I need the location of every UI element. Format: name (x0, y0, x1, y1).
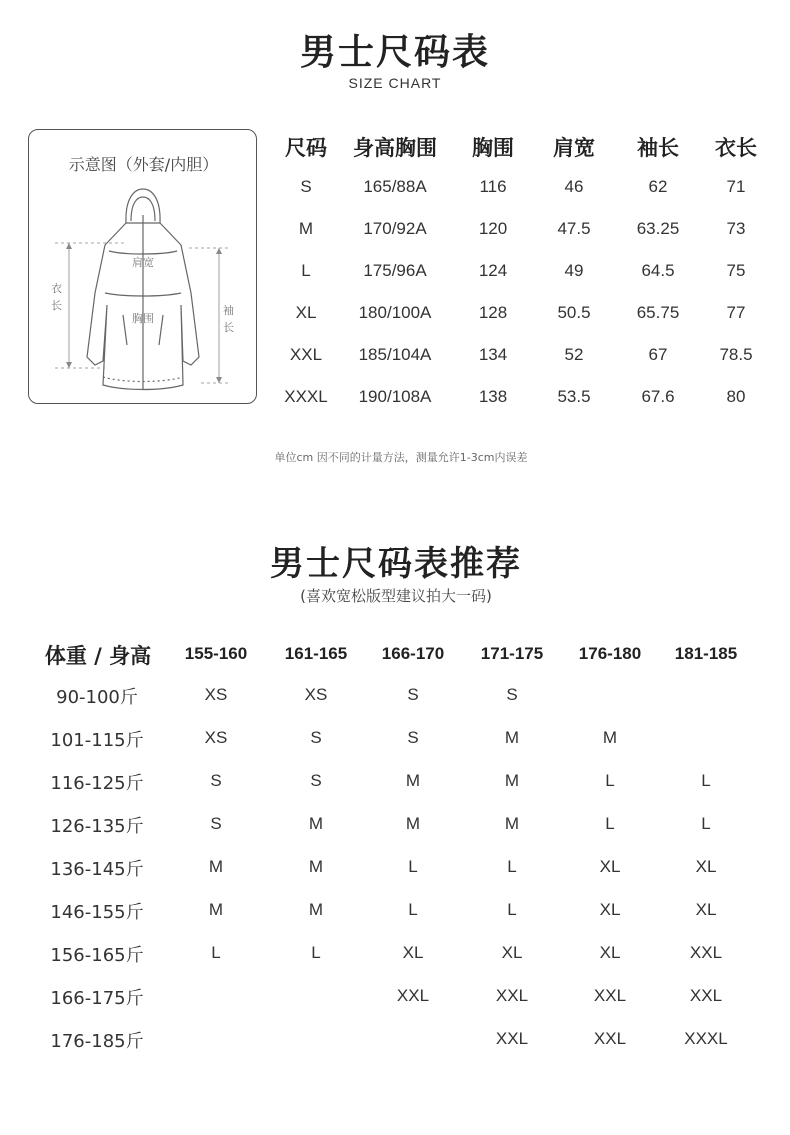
size-cell: 170/92A (363, 219, 427, 238)
recommended-size-cell: M (405, 771, 421, 790)
shoulder-header: 肩宽 (553, 136, 595, 160)
size-cell: 116 (479, 177, 507, 196)
height-range-header: 181-185 (674, 644, 738, 663)
recommended-size-cell: S (407, 728, 419, 747)
recommended-size-cell: M (504, 814, 520, 833)
recommended-size-cell: XL (599, 900, 621, 919)
size-cell: 65.75 (636, 303, 680, 322)
size-chart-title: 男士尺码表 (299, 32, 490, 73)
jacket-diagram-panel (28, 129, 257, 404)
recommended-size-cell: M (208, 900, 224, 919)
weight-range-label: 146-155斤 (50, 902, 144, 923)
recommended-size-cell: XXL (495, 1029, 529, 1048)
shoulder-label: 肩宽 (132, 256, 154, 269)
size-cell: 138 (478, 387, 508, 406)
recommendation-subtitle: (喜欢宽松版型建议拍大一码) (300, 587, 492, 605)
size-chart-subtitle: SIZE CHART (348, 75, 442, 91)
recommendation-title: 男士尺码表推荐 (270, 544, 522, 584)
size-cell: 124 (478, 261, 508, 280)
size-cell: 165/88A (363, 177, 427, 196)
recommended-size-cell: M (405, 814, 421, 833)
recommended-size-cell: M (308, 900, 324, 919)
size-cell: 46 (564, 177, 584, 196)
sleeve-label: 袖长 (223, 304, 234, 334)
size-cell: 175/96A (363, 261, 427, 280)
size-cell: 50.5 (557, 303, 591, 322)
recommended-size-cell: L (311, 943, 321, 962)
length-header: 衣长 (715, 136, 757, 160)
size-cell: 53.5 (557, 387, 591, 406)
jacket-illustration (29, 185, 258, 400)
height-chest-header: 身高胸围 (353, 136, 437, 160)
size-cell: S (300, 177, 312, 196)
weight-range-label: 90-100斤 (56, 687, 138, 708)
size-cell: 185/104A (358, 345, 432, 364)
size-cell: 67 (648, 345, 668, 364)
recommended-size-cell: L (408, 857, 418, 876)
recommended-size-cell: M (208, 857, 224, 876)
recommended-size-cell: L (605, 771, 615, 790)
size-cell: XXL (289, 345, 323, 364)
sleeve-header: 袖长 (637, 136, 679, 160)
recommended-size-cell: L (605, 814, 615, 833)
recommended-size-cell: L (701, 814, 711, 833)
recommended-size-cell: M (602, 728, 618, 747)
size-cell: 71 (726, 177, 746, 196)
diagram-caption: 示意图（外套/内胆） (68, 155, 219, 174)
size-cell: 75 (726, 261, 746, 280)
recommended-size-cell: XL (695, 900, 717, 919)
recommended-size-cell: XXL (689, 986, 723, 1005)
recommended-size-cell: XXXL (684, 1029, 728, 1048)
size-cell: L (301, 261, 311, 280)
recommended-size-cell: XXL (689, 943, 723, 962)
height-range-header: 171-175 (480, 644, 544, 663)
recommended-size-cell: XL (695, 857, 717, 876)
size-cell: 78.5 (719, 345, 753, 364)
weight-range-label: 156-165斤 (50, 945, 144, 966)
recommended-size-cell: XXL (593, 986, 627, 1005)
size-cell: 47.5 (557, 219, 591, 238)
recommended-size-cell: XS (204, 728, 228, 747)
recommended-size-cell: S (310, 728, 322, 747)
weight-range-label: 136-145斤 (50, 859, 144, 880)
size-cell: 64.5 (641, 261, 675, 280)
recommended-size-cell: L (507, 857, 517, 876)
recommended-size-cell: M (504, 728, 520, 747)
size-cell: 80 (726, 387, 746, 406)
recommended-size-cell: XXL (396, 986, 430, 1005)
recommended-size-cell: M (308, 857, 324, 876)
recommended-size-cell: XXL (495, 986, 529, 1005)
size-cell: 128 (478, 303, 508, 322)
size-cell: 73 (726, 219, 746, 238)
recommended-size-cell: XS (304, 685, 328, 704)
recommended-size-cell: M (308, 814, 324, 833)
recommended-size-cell: XL (402, 943, 424, 962)
recommended-size-cell: M (504, 771, 520, 790)
recommended-size-cell: L (211, 943, 221, 962)
size-cell: 49 (564, 261, 584, 280)
chest-label: 胸围 (132, 312, 154, 325)
recommended-size-cell: L (408, 900, 418, 919)
recommended-size-cell: XS (204, 685, 228, 704)
weight-range-label: 126-135斤 (50, 816, 144, 837)
size-cell: 52 (564, 345, 584, 364)
recommended-size-cell: S (310, 771, 322, 790)
height-range-header: 161-165 (284, 644, 348, 663)
recommended-size-cell: S (210, 814, 222, 833)
size-cell: 63.25 (636, 219, 680, 238)
weight-range-label: 116-125斤 (50, 773, 144, 794)
size-cell: 120 (478, 219, 508, 238)
weight-range-label: 101-115斤 (50, 730, 144, 751)
chest-header: 胸围 (472, 136, 514, 160)
weight-height-header: 体重 / 身高 (44, 644, 152, 668)
height-range-header: 176-180 (578, 644, 642, 663)
weight-range-label: 176-185斤 (50, 1031, 144, 1052)
height-range-header: 155-160 (184, 644, 248, 663)
size-cell: XL (295, 303, 317, 322)
size-cell: 134 (478, 345, 508, 364)
size-cell: XXXL (284, 387, 328, 406)
size-cell: 77 (726, 303, 746, 322)
length-label: 衣长 (51, 282, 62, 312)
height-range-header: 166-170 (381, 644, 445, 663)
recommended-size-cell: XXL (593, 1029, 627, 1048)
size-header: 尺码 (285, 136, 327, 160)
size-cell: M (298, 219, 314, 238)
recommended-size-cell: S (506, 685, 518, 704)
recommended-size-cell: XL (501, 943, 523, 962)
weight-range-label: 166-175斤 (50, 988, 144, 1009)
recommended-size-cell: XL (599, 943, 621, 962)
size-cell: 62 (648, 177, 668, 196)
size-cell: 180/100A (358, 303, 432, 322)
recommended-size-cell: S (210, 771, 222, 790)
size-cell: 67.6 (641, 387, 675, 406)
recommended-size-cell: L (701, 771, 711, 790)
measurement-note: 单位cm 因不同的计量方法，测量允许1-3cm内误差 (274, 451, 528, 464)
recommended-size-cell: L (507, 900, 517, 919)
recommended-size-cell: XL (599, 857, 621, 876)
recommended-size-cell: S (407, 685, 419, 704)
size-cell: 190/108A (358, 387, 432, 406)
